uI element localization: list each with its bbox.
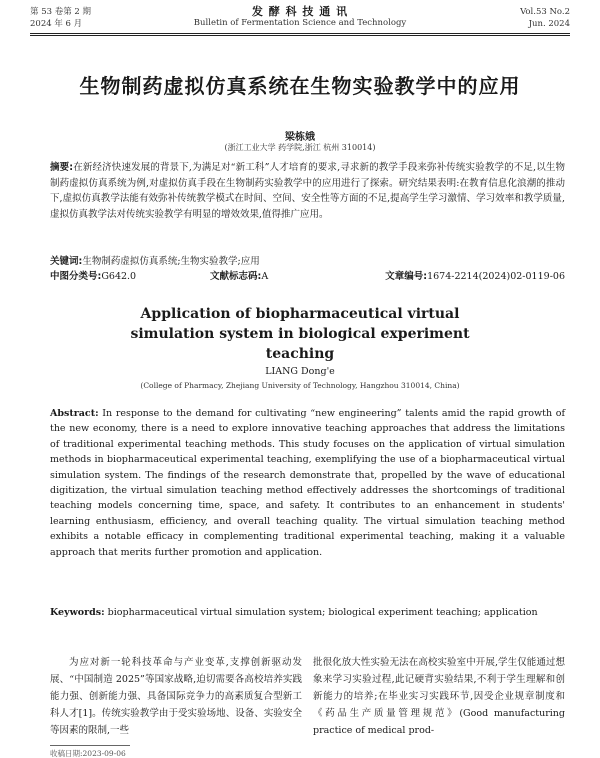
article-label: 文章编号: [385, 271, 428, 282]
footnote-rule [50, 745, 130, 746]
header-rule-top [30, 33, 570, 34]
abstract-en-label: Abstract: [50, 408, 99, 419]
author-en: LIANG Dong'e [265, 366, 335, 377]
abstract-cn [50, 160, 565, 222]
issue-info-en [520, 6, 570, 30]
header-rule-bottom [30, 35, 570, 36]
abstract-en [50, 406, 565, 560]
clc-label: 中图分类号: [50, 271, 102, 282]
paper-title-en-text: Application of biopharmaceutical virtual simulation system in biological experiment teaching [130, 306, 470, 362]
doc-value: A [261, 271, 269, 282]
paper-title-en [0, 304, 600, 364]
keywords-cn [50, 254, 565, 270]
article-value: 1674-2214(2024)02-0119-06 [427, 271, 565, 282]
body-column-right: 批很化放大性实验无法在高校实验室中开展,学生仅能通过想象来学习实验过程,此记硬背实验结果,不利于学生理解和创新能力的培养;在毕业实习实践环节,因受企业规章制度和《药品生产质量管理规范》(Good manufacturing practice of medical prod- [313, 657, 565, 736]
affiliation-en: (College of Pharmacy, Zhejiang University of Technology, Hangzhou 310014, China) [140, 381, 460, 390]
document-code [210, 270, 268, 284]
volume-issue-en: Vol.53 No.2 [520, 7, 570, 17]
keywords-cn-label: 关键词: [50, 256, 83, 267]
journal-name-en: Bulletin of Fermentation Science and Technology [193, 18, 407, 28]
received-date-footnote: 收稿日期:2023-09-06 [50, 749, 126, 758]
author-cn: 梁栋娥 [285, 132, 315, 143]
journal-name [30, 5, 570, 29]
doc-label: 文献标志码: [210, 271, 262, 282]
issue-date: 2024 年 6 月 [30, 19, 83, 29]
keywords-en-text: biopharmaceutical virtual simulation system; biological experiment teaching; application [107, 607, 538, 618]
body-column-left: 为应对新一轮科技革命与产业变革,支撑创新驱动发展、“中国制造 2025”等国家战略,迫切需要各高校培养实践能力强、创新能力强、具备国际竞争力的高素质复合型新工科人才[1]。传统实验教学由于受实验场地、设备、实验安全等因素的限制,一些 [50, 657, 302, 736]
abstract-cn-text: 在新经济快速发展的背景下,为满足对“新工科”人才培育的要求,寻求新的教学手段来弥补传统实验教学的不足,以生物制药虚拟仿真系统为例,对虚拟仿真手段在生物制药实验教学中的应用进行了探索。研究结果表明:在教育信息化浪潮的推动下,虚拟仿真教学法能有效弥补传统教学模式在时间、空间、安全性等方面的不足,提高学生学习激情、学习效率和教学质量,虚拟仿真教学法对传统实验教学有明显的增效效果,值得推广应用。 [50, 162, 565, 220]
keywords-cn-text: 生物制药虚拟仿真系统;生物实验教学;应用 [82, 256, 260, 267]
keywords-en [50, 605, 565, 621]
article-number [385, 270, 565, 284]
keywords-en-label: Keywords: [50, 607, 105, 618]
abstract-cn-label: 摘要: [50, 162, 74, 173]
volume-issue: 第 53 卷第 2 期 [30, 7, 92, 17]
paper-title-cn: 生物制药虚拟仿真系统在生物实验教学中的应用 [79, 74, 521, 98]
journal-name-cn: 发 酵 科 技 通 讯 [251, 5, 349, 18]
clc-value: G642.0 [101, 271, 137, 282]
running-header [30, 4, 570, 34]
affiliation-cn: (浙江工业大学 药学院,浙江 杭州 310014) [224, 143, 376, 152]
clc-number [50, 270, 136, 284]
abstract-en-text: In response to the demand for cultivating “new engineering” talents amid the rapid growth of the new economy, there is a need to explore innovative teaching approaches that address the limitations of traditional experimental teaching methods. This study focuses on the application of virtual simulation methods in biopharmaceutical experimental teaching, exemplifying the use of a biopharmaceutical virtual simulation system. The findings of the research demonstrate that, propelled by the wave of educational digitization, the virtual simulation teaching method effectively addresses the shortcomings of traditional teaching models concerning time, space, and safety. It contributes to an enhancement in students' learning enthusiasm, efficiency, and overall teaching quality. The virtual simulation teaching method exhibits a notable efficacy in complementing traditional experimental teaching, making it a valuable approach that merits further promotion and application. [50, 408, 565, 558]
issue-date-en: Jun. 2024 [528, 19, 570, 29]
